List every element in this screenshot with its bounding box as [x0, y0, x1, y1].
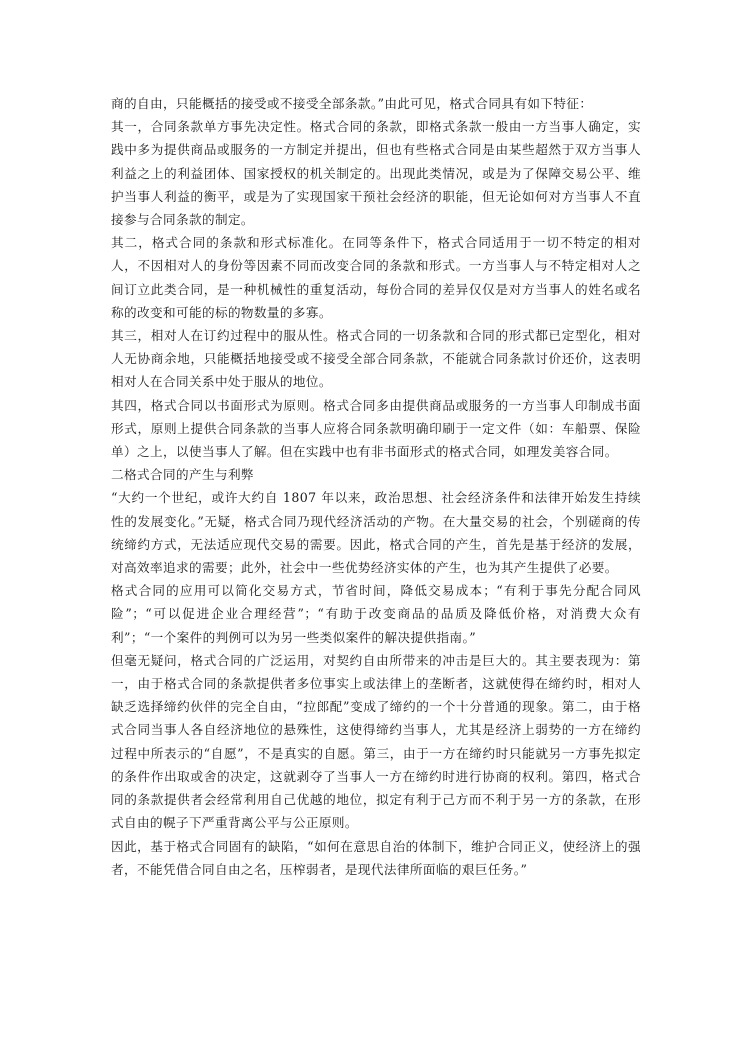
paragraph-feature-three: 其三，相对人在订约过程中的服从性。格式合同的一切条款和合同的形式都已定型化，相对人无协商余地，只能概括地接受或不接受全部合同条款，不能就合同条款讨价还价，这表明相对人在合同关系中处于服从的地位。: [111, 328, 641, 390]
paragraph-advantages: 格式合同的应用可以简化交易方式，节省时间，降低交易成本；“有利于事先分配合同风险”；“可以促进企业合理经营”；“有助于改变商品的品质及降低价格，对消费大众有利”；“一个案件的判例可以为另一些类似案件的解决提供指南。”: [111, 583, 641, 645]
paragraph-feature-two: 其二，格式合同的条款和形式标准化。在同等条件下，格式合同适用于一切不特定的相对人，不因相对人的身份等因素不同而改变合同的条款和形式。一方当事人与不特定相对人之间订立此类合同，是一种机械性的重复活动，每份合同的差异仅仅是对方当事人的姓名或名称的改变和可能的标的物数量的多寡。: [111, 235, 641, 320]
paragraph-feature-four: 其四，格式合同以书面形式为原则。格式合同多由提供商品或服务的一方当事人印制成书面形式，原则上提供合同条款的当事人应将合同条款明确印刷于一定文件（如：车船票、保险单）之上，以使当事人了解。但在实践中也有非书面形式的格式合同，如理发美容合同。: [111, 397, 641, 460]
paragraph-continuation: 商的自由，只能概括的接受或不接受全部条款。”由此可见，格式合同具有如下特征：: [111, 96, 593, 111]
paragraph-conclusion: 因此，基于格式合同固有的缺陷，“如何在意思自治的体制下，维护合同正义，使经济上的强者，不能凭借合同自由之名，压榨弱者，是现代法律所面临的艰巨任务。”: [111, 838, 641, 877]
section-heading: 二格式合同的产生与利弊: [111, 467, 254, 483]
paragraph-disadvantages: 但毫无疑问，格式合同的广泛运用，对契约自由所带来的冲击是巨大的。其主要表现为：第一，由于格式合同的条款提供者多位事实上或法律上的垄断者，这就使得在缔约时，相对人缺乏选择缔约伙伴的完全自由，“拉郎配”变成了缔约的一个十分普通的现象。第二，由于格式合同当事人各自经济地位的悬殊性，这使得缔约当事人，尤其是经济上弱势的一方在缔约过程中所表示的“自愿”，不是真实的自愿。第三，由于一方在缔约时只能就另一方事先拟定的条件作出取或舍的决定，这就剥夺了当事人一方在缔约时进行协商的权利。第四，格式合同的条款提供者会经常利用自己优越的地位，拟定有利于己方而不利于另一方的条款，在形式自由的幌子下严重背离公平与公正原则。: [111, 652, 641, 831]
paragraph-origin: “大约一个世纪，或许大约自 1807 年以来，政治思想、社会经济条件和法律开始发生持续性的发展变化。”无疑，格式合同乃现代经济活动的产物。在大量交易的社会，个别磋商的传统缔约方式，无法适应现代交易的需要。因此，格式合同的产生，首先是基于经济的发展，对高效率追求的需要；此外，社会中一些优势经济实体的产生，也为其产生提供了必要。: [111, 490, 641, 576]
paragraph-feature-one: 其一，合同条款单方事先决定性。格式合同的条款，即格式条款一般由一方当事人确定，实践中多为提供商品或服务的一方制定并提出，但也有些格式合同是由某些超然于双方当事人利益之上的利益团体、国家授权的机关制定的。出现此类情况，或是为了保障交易公平、维护当事人利益的衡平，或是为了实现国家干预社会经济的职能，但无论如何对方当事人不直接参与合同条款的制定。: [111, 119, 641, 228]
document-body: [111, 92, 641, 881]
